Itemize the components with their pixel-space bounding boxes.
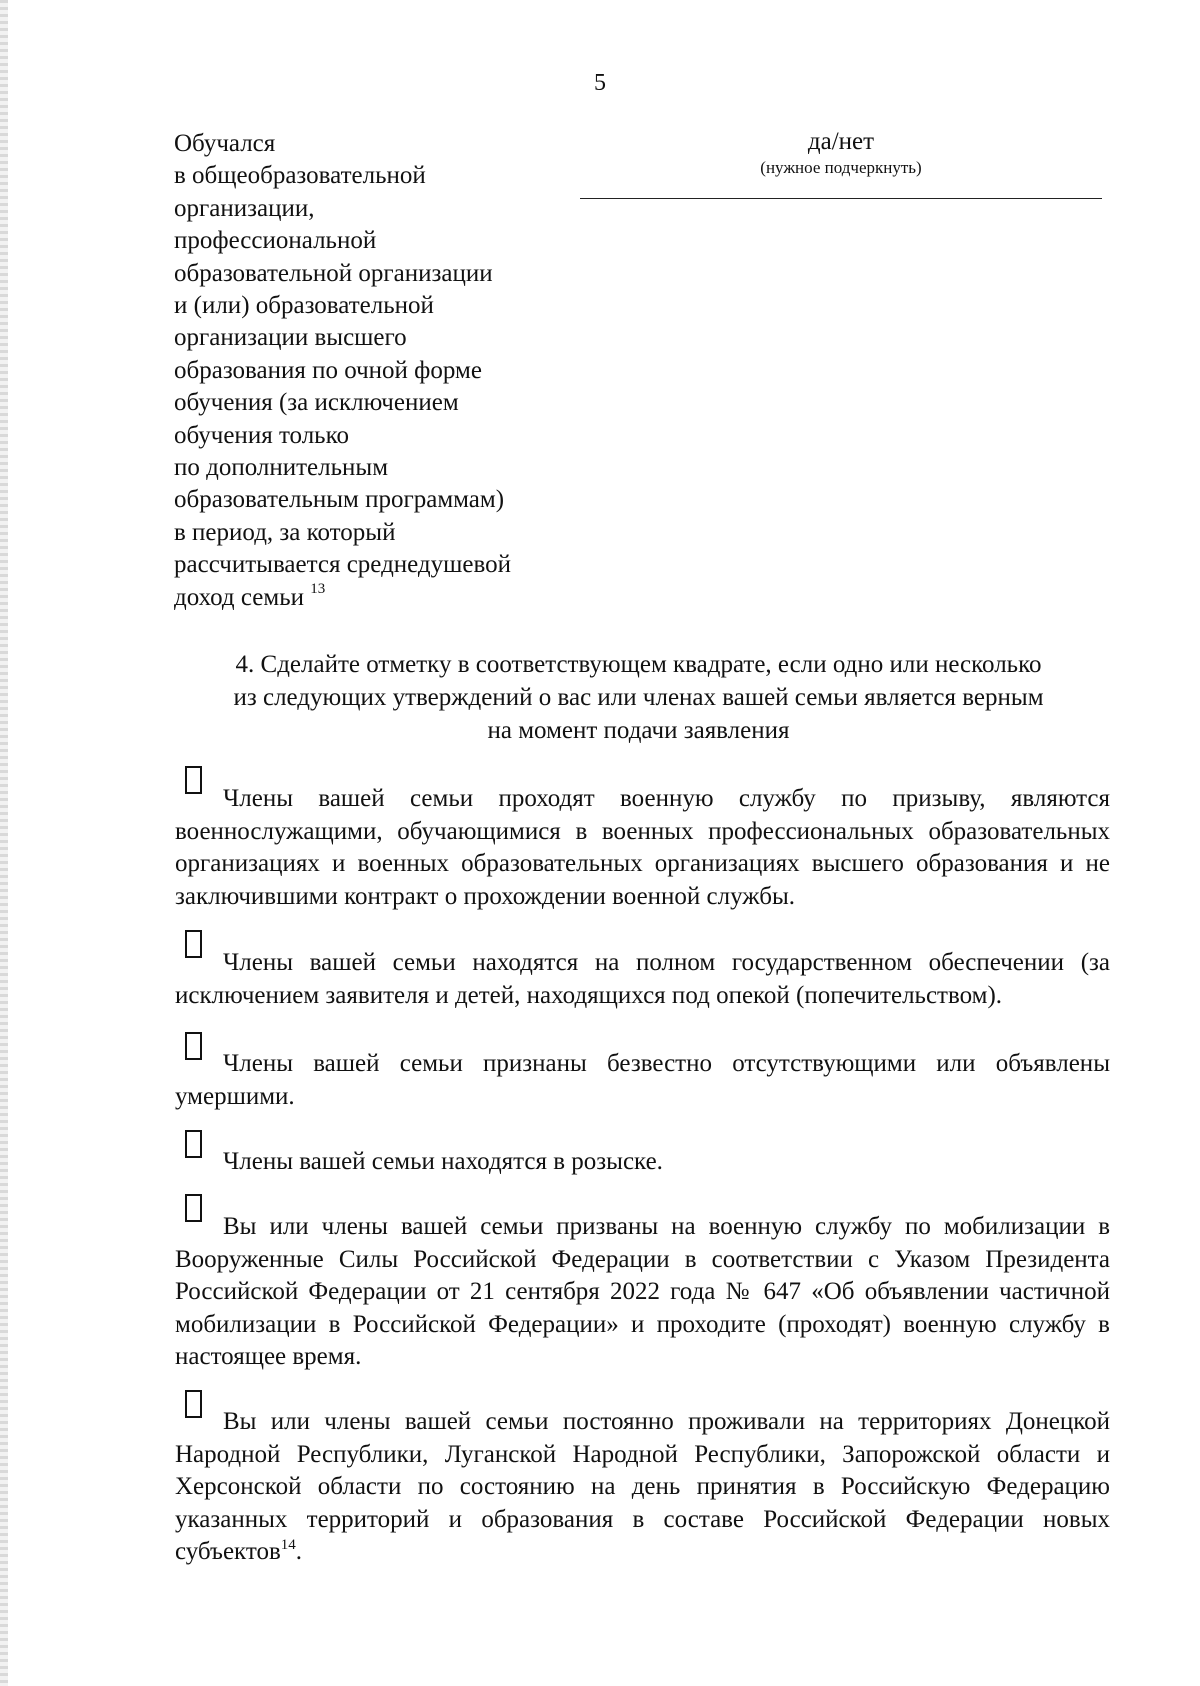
footnote-ref: 13	[310, 580, 326, 597]
question-line: в период, за который	[174, 518, 396, 546]
question-line: обучения (за исключением	[174, 389, 459, 417]
heading-line: из следующих утверждений о вас или членах вашей семьи является верным	[233, 684, 1044, 711]
question-line: образовательной организации	[174, 259, 493, 287]
statement-tail: .	[295, 1538, 303, 1565]
question-line: и (или) образовательной	[174, 292, 434, 320]
page-number: 5	[594, 70, 606, 96]
heading-line: 4. Сделайте отметку в соответствующем квадрате, если одно или несколько	[235, 651, 1042, 678]
question-line: Обучался	[174, 130, 276, 157]
question-line: обучения только	[174, 421, 349, 449]
answer-options[interactable]: да/нет	[807, 128, 875, 155]
answer-field[interactable]	[580, 126, 1102, 199]
statement-wanted: Члены вашей семьи находятся в розыске.	[223, 1148, 663, 1175]
question-line: по дополнительным	[174, 454, 389, 482]
scan-edge	[0, 0, 8, 1686]
question-line: организации высшего	[174, 324, 407, 352]
footnote-ref: 14	[280, 1537, 296, 1553]
question-line-last	[174, 582, 574, 614]
section-heading	[175, 648, 1102, 747]
question-label	[174, 128, 574, 614]
statement-military-conscription: Члены вашей семьи проходят военную службу по призыву, являются военнослужащими, обучающимися в военных профессиональных образовательных организациях и военных образовательных организациях высшего образования и не заключившими контракт о прохождении военной службы.	[175, 785, 1110, 910]
question-line: рассчитывается среднедушевой	[174, 551, 512, 579]
question-line: организации,	[174, 194, 315, 222]
statement-state-support: Члены вашей семьи находятся на полном государственном обеспечении (за исключением заявителя и детей, находящихся под опекой (попечительством).	[175, 949, 1110, 1009]
question-line: профессиональной	[174, 227, 377, 255]
question-line: в общеобразовательной	[174, 162, 426, 190]
answer-hint: (нужное подчеркнуть)	[760, 158, 922, 177]
statement-mobilization: Вы или члены вашей семьи призваны на военную службу по мобилизации в Вооруженные Силы Российской Федерации в соответствии с Указом Президента Российской Федерации от 21 сентября 2022 года № 647 «Об объявлении частичной мобилизации в Российской Федерации» и проходите (проходят) военную службу в настоящее время.	[175, 1213, 1110, 1370]
statement-new-regions-text: Вы или члены вашей семьи постоянно проживали на территориях Донецкой Народной Республики, Луганской Народной Республики, Запорожской области и Херсонской области по состоянию на день принятия в Российскую Федерацию указанных территорий и образования в составе Российской Федерации новых субъектов	[175, 1408, 1110, 1565]
question-line: образования по очной форме	[174, 356, 482, 384]
question-line: доход семьи	[174, 583, 304, 611]
heading-line: на момент подачи заявления	[487, 717, 790, 744]
statement-missing-or-deceased: Члены вашей семьи признаны безвестно отсутствующими или объявлены умершими.	[175, 1050, 1110, 1110]
question-line: образовательным программам)	[174, 486, 505, 514]
statement-new-regions	[175, 1406, 1110, 1569]
answer-underline	[580, 198, 1102, 199]
